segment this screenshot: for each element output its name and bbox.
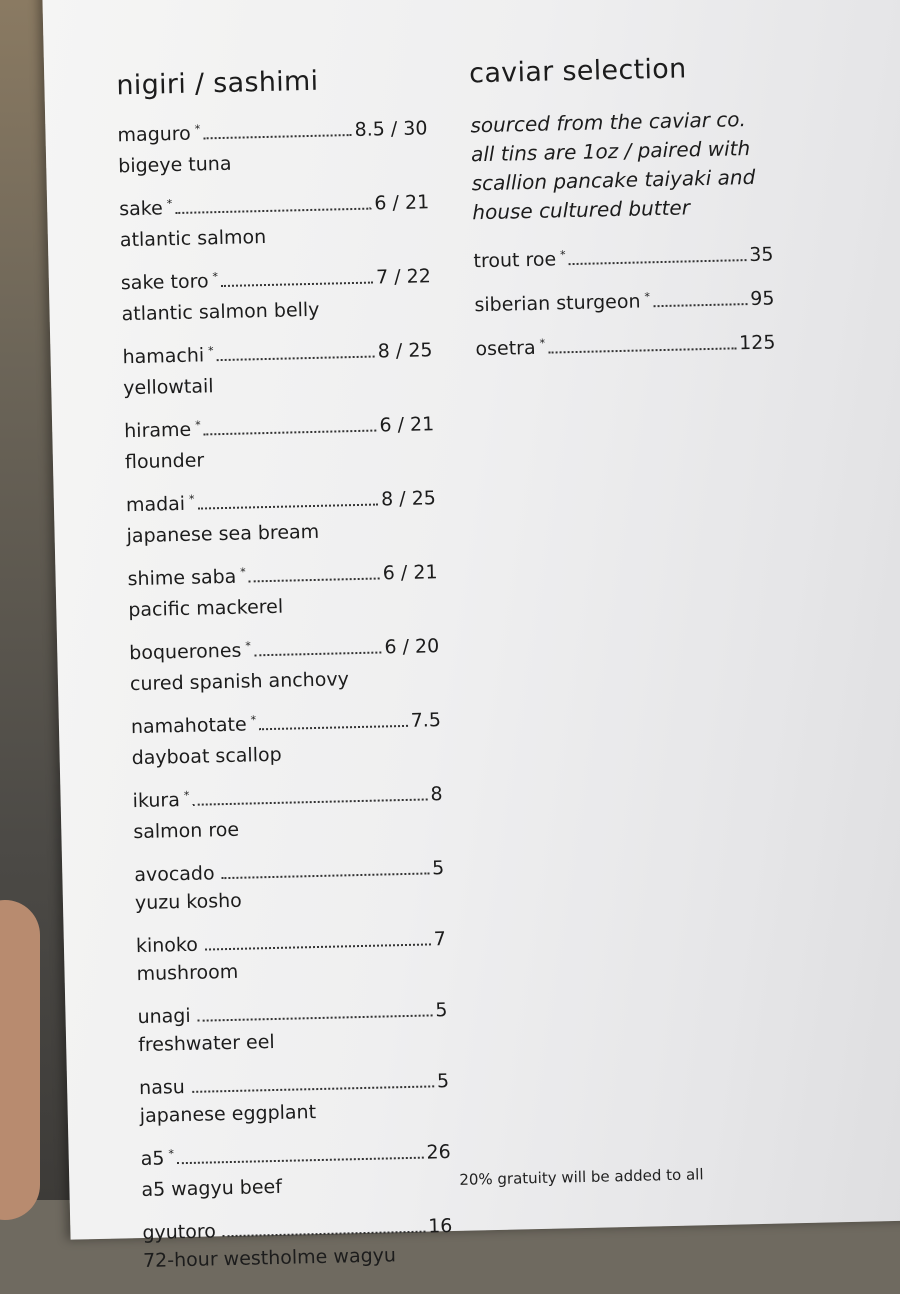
item-name: boquerones [129, 639, 242, 665]
item-name: maguro [117, 122, 192, 147]
menu-item-row [121, 264, 432, 298]
item-name: ikura [132, 789, 181, 813]
item-description: bigeye tuna [117, 152, 232, 178]
menu-item-row [129, 634, 440, 668]
dot-leader [548, 346, 736, 353]
nigiri-heading: nigiri / sashimi [116, 65, 319, 102]
item-name: kinoko [135, 933, 199, 958]
menu-item [126, 486, 437, 548]
menu-page [42, 0, 900, 1273]
item-name: a5 [140, 1147, 165, 1171]
item-price: 5 [436, 1070, 450, 1093]
item-price: 7.5 [410, 709, 442, 732]
raw-warning-mark: * [207, 344, 214, 358]
menu-item-row [139, 1069, 449, 1100]
menu-item [122, 338, 433, 400]
item-description: yuzu kosho [134, 889, 243, 915]
menu-item [475, 330, 776, 364]
menu-item-row [134, 856, 444, 887]
item-description: dayboat scallop [131, 743, 282, 770]
dot-leader [223, 1230, 425, 1238]
dot-leader [198, 1013, 433, 1021]
menu-item-row [141, 1140, 452, 1174]
raw-warning-mark: * [168, 1147, 175, 1161]
raw-warning-mark: * [194, 122, 201, 136]
menu-item [131, 708, 442, 770]
menu-item-row [473, 242, 774, 276]
caviar-list [473, 242, 776, 364]
item-price: 7 [433, 928, 447, 951]
menu-item [136, 927, 447, 986]
raw-warning-mark: * [245, 639, 251, 653]
menu-item [129, 634, 440, 696]
menu-item [134, 856, 445, 915]
nigiri-section [116, 63, 454, 1292]
menu-item [124, 412, 435, 474]
caviar-intro: sourced from the caviar co. all tins are 1oz / paired with scallion pancake taiyaki and house cultured butter [470, 107, 756, 225]
dot-leader [175, 207, 371, 214]
item-price: 26 [426, 1141, 451, 1164]
item-name: osetra [475, 336, 536, 361]
dot-leader [192, 797, 427, 805]
raw-warning-mark: * [166, 197, 173, 211]
item-price: 7 / 22 [375, 265, 432, 289]
item-name: siberian sturgeon [474, 290, 641, 317]
menu-item [119, 190, 430, 252]
item-name: hamachi [122, 344, 205, 369]
dot-leader [249, 576, 380, 582]
item-price: 95 [749, 287, 775, 311]
raw-warning-mark: * [539, 336, 546, 350]
raw-warning-mark: * [194, 418, 201, 432]
menu-item-row [142, 1214, 452, 1245]
menu-item [132, 782, 443, 844]
item-price: 8 / 25 [377, 339, 433, 363]
menu-item-row [126, 486, 437, 520]
menu-item [474, 286, 775, 320]
raw-warning-mark: * [188, 492, 195, 506]
item-description: 72-hour westholme wagyu [142, 1244, 397, 1273]
item-price: 5 [431, 857, 445, 880]
item-price: 8.5 / 30 [354, 117, 428, 141]
item-price: 6 / 20 [384, 635, 440, 659]
menu-item-row [124, 412, 435, 446]
dot-leader [205, 942, 431, 950]
raw-warning-mark: * [250, 713, 257, 727]
item-description: cured spanish anchovy [129, 668, 350, 696]
item-price: 6 / 21 [374, 191, 430, 215]
item-description: pacific mackerel [128, 595, 284, 622]
menu-item-row [127, 560, 438, 594]
item-description: flounder [124, 449, 205, 474]
menu-item-row [122, 338, 433, 372]
item-description: japanese eggplant [139, 1101, 317, 1128]
item-price: 5 [435, 999, 448, 1022]
menu-item [142, 1214, 453, 1273]
dot-leader [203, 133, 351, 139]
raw-warning-mark: * [559, 248, 566, 262]
item-name: unagi [137, 1004, 191, 1029]
raw-warning-mark: * [183, 788, 190, 802]
menu-item [139, 1069, 450, 1128]
item-description: japanese sea bream [126, 520, 320, 548]
dot-leader [204, 429, 377, 436]
dot-leader [192, 1084, 434, 1092]
item-price: 16 [427, 1215, 453, 1238]
menu-item-row [136, 927, 446, 958]
item-name: gyutoro [142, 1220, 217, 1245]
menu-item-row [131, 708, 442, 742]
item-description: atlantic salmon [119, 225, 267, 252]
dot-leader [653, 302, 747, 307]
item-name: madai [125, 492, 186, 517]
menu-item [473, 242, 774, 276]
menu-item-row [132, 782, 443, 816]
menu-item-row [474, 286, 775, 320]
item-name: sake [118, 197, 164, 221]
item-price: 8 / 25 [380, 487, 437, 511]
menu-item-row [475, 330, 776, 364]
raw-warning-mark: * [212, 270, 219, 284]
dot-leader [569, 258, 747, 265]
item-name: namahotate [130, 713, 247, 739]
item-name: trout roe [473, 248, 557, 273]
item-price: 125 [738, 331, 776, 355]
raw-warning-mark: * [644, 290, 651, 304]
caviar-section [469, 52, 776, 382]
item-name: sake toro [120, 270, 209, 295]
item-name: nasu [138, 1076, 186, 1100]
item-price: 6 / 21 [379, 413, 435, 437]
item-description: freshwater eel [137, 1030, 275, 1057]
menu-item [141, 1140, 452, 1202]
hand-thumb [0, 900, 40, 1220]
menu-item [121, 264, 432, 326]
gratuity-note: 20% gratuity will be added to all [459, 1165, 704, 1189]
item-price: 8 [430, 783, 443, 806]
menu-item [117, 116, 428, 178]
dot-leader [198, 503, 379, 510]
caviar-heading: caviar selection [468, 53, 687, 90]
item-name: hirame [124, 418, 192, 443]
item-description: a5 wagyu beef [141, 1175, 283, 1202]
dot-leader [254, 650, 382, 656]
item-price: 35 [748, 243, 774, 267]
item-name: avocado [134, 862, 215, 887]
raw-warning-mark: * [240, 565, 246, 579]
menu-item-row [119, 190, 430, 224]
item-price: 6 / 21 [382, 561, 438, 585]
item-description: yellowtail [123, 375, 214, 400]
item-name: shime saba [127, 565, 237, 591]
menu-item-row [117, 116, 428, 150]
dot-leader [221, 281, 373, 287]
menu-item [137, 998, 448, 1057]
item-description: atlantic salmon belly [121, 298, 320, 326]
item-description: salmon roe [133, 818, 240, 844]
item-description: mushroom [136, 960, 239, 986]
dot-leader [222, 871, 430, 879]
menu-item [127, 560, 438, 622]
nigiri-list [117, 116, 453, 1273]
dot-leader [177, 1156, 424, 1165]
dot-leader [217, 355, 375, 362]
menu-item-row [137, 998, 447, 1029]
dot-leader [259, 724, 408, 730]
